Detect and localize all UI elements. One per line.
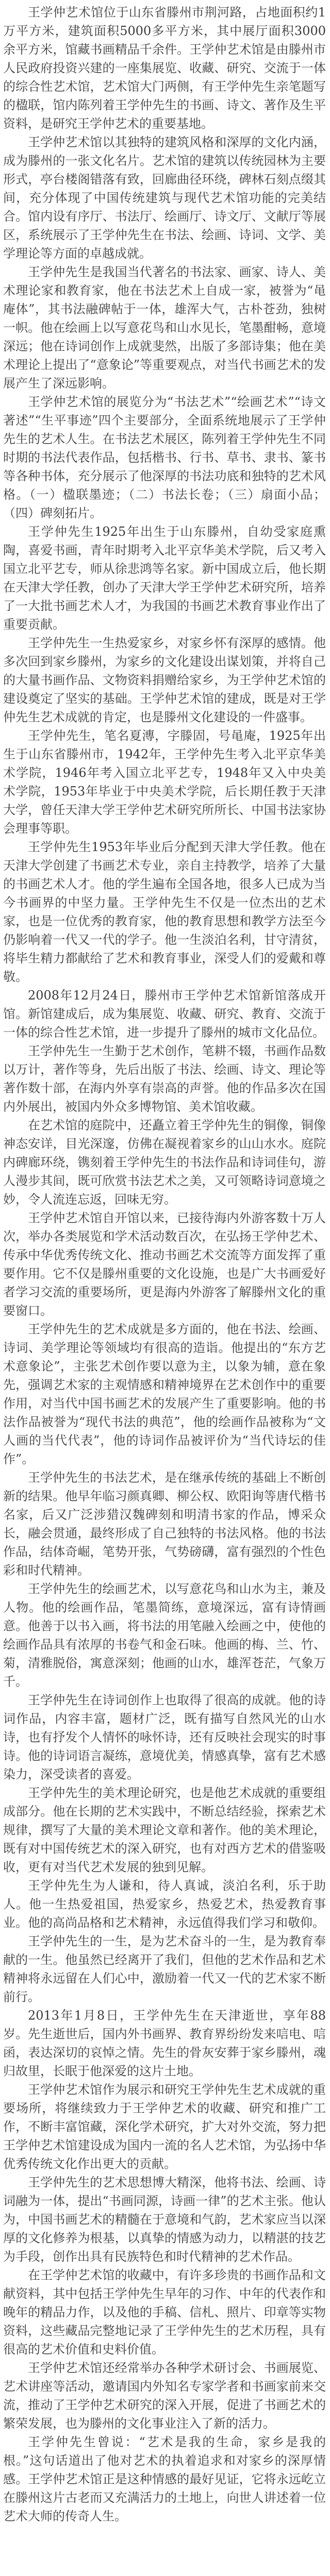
paragraph: 王学仲先生在诗词创作上也取得了很高的成就。他的诗词作品，内容丰富，题材广泛，既有描写自然风光的山水诗，也有抒发个人情怀的咏怀诗，还有反映社会现实的时事诗。他的诗词语言凝练，意境优美，情感真挚，富有艺术感染力，深受读者的喜爱。 bbox=[3, 1693, 326, 1782]
paragraph: 王学仲先生1925年出生于山东滕州，自幼受家庭熏陶，喜爱书画，青年时期考入北平京华美术学院，后又考入国立北平艺专，师从徐悲鸿等名家。新中国成立后，他长期在天津大学任教，创办了天津大学王学仲艺术研究所，培养了一大批书画艺术人才，为我国的书画艺术教育事业作出了重要贡献。 bbox=[3, 524, 326, 632]
paragraph: 王学仲先生曾说：“艺术是我的生命，家乡是我的根。”这句话道出了他对艺术的执着追求和对家乡的深厚情感。王学仲艺术馆正是这种情感的最好见证，它将永远屹立在滕州这片古老而又充满活力的土地上，向世人讲述着一位艺术大师的传奇人生。 bbox=[3, 2435, 326, 2523]
paragraph: 王学仲艺术馆位于山东省滕州市荆河路，占地面积约1万平方米，建筑面积5000多平方米，其中展厅面积3000余平方米，馆藏书画精品千余件。王学仲艺术馆是由滕州市人民政府投资兴建的一座集展览、收藏、研究、交流于一体的综合性艺术馆，艺术馆大门两侧，有王学仲先生亲笔题写的楹联，馆内陈列着王学仲先生的书画、诗文、著作及生平资料，是研究王学仲艺术的重要基地。 bbox=[3, 5, 326, 131]
paragraph: 王学仲先生，笔名夏漙，字滕固，号黾庵，1925年出生于山东省滕州市，1942年，王学仲先生考入北平京华美术学院，1946年考入国立北平艺专，1948年又入中央美术学院，1953年毕业于中央美术学院，后长期任教于天津大学，曾任天津大学王学仲艺术研究所所长、中国书法家协会理事等职。 bbox=[3, 728, 326, 836]
paragraph: 王学仲艺术馆的展览分为“书法艺术”“绘画艺术”“诗文著述”“生平事迹”四个主要部分，全面系统地展示了王学仲先生的艺术人生。在书法艺术展区，陈列着王学仲先生不同时期的书法代表作品，包括楷书、行书、草书、隶书、篆书等各种书体，充分展示了他深厚的书法功底和独特的艺术风格。（一）楹联墨迹；（二）书法长卷；（三）扇面小品；（四）碑刻拓片。 bbox=[3, 395, 326, 520]
paragraph: 王学仲先生一生勤于艺术创作，笔耕不辍，书画作品数以万计，著作等身，先后出版了书法、绘画、诗文、理论等著作数十部，在海内外享有崇高的声誉。他的作品多次在国内外展出，被国内外众多博物馆、美术馆收藏。 bbox=[3, 1044, 326, 1114]
paragraph: 王学仲先生的艺术思想博大精深，他将书法、绘画、诗词融为一体，提出“书画同源，诗画一律”的艺术主张。他认为，中国书画艺术的精髓在于意境和气韵，艺术家应当以深厚的文化修养为根基，以真挚的情感为动力，以精湛的技艺为手段，创作出具有民族特色和时代精神的艺术作品。 bbox=[3, 2175, 326, 2264]
paragraph: 王学仲先生的书法艺术，是在继承传统的基础上不断创新的结果。他早年临习颜真卿、柳公权、欧阳询等唐代楷书名家，后又广泛涉猎汉魏碑刻和明清书家的作品，博采众长，融会贯通，最终形成了自己独特的书法风格。他的书法作品，结体奇崛，笔势开张，气势磅礴，富有强烈的个性色彩和时代精神。 bbox=[3, 1470, 326, 1578]
paragraph: 王学仲艺术馆作为展示和研究王学仲先生艺术成就的重要场所，将继续致力于王学仲艺术的收藏、研究和推广工作，不断丰富馆藏，深化学术研究，扩大对外交流，努力把王学仲艺术馆建设成为国内一流的名人艺术馆，为弘扬中华优秀传统文化作出更大的贡献。 bbox=[3, 2082, 326, 2171]
paragraph: 在艺术馆的庭院中，还矗立着王学仲先生的铜像，铜像神态安详，目光深邃，仿佛在凝视着家乡的山山水水。庭院内碑廊环绕，镌刻着王学仲先生的书法作品和诗词佳句，游人漫步其间，既可欣赏书法艺术之美，又可领略诗词意境之妙，令人流连忘返，回味无穷。 bbox=[3, 1118, 326, 1207]
paragraph: 王学仲先生为人谦和，待人真诚，淡泊名利，乐于助人。他一生热爱祖国，热爱家乡，热爱艺术，热爱教育事业。他的高尚品格和艺术精神，永远值得我们学习和敬仰。 bbox=[3, 1878, 326, 1930]
paragraph: 王学仲艺术馆以其独特的建筑风格和深厚的文化内涵，成为滕州的一张文化名片。艺术馆的建筑以传统园林为主要形式，亭台楼阁错落有致，回廊曲径环绕，碑林石刻点缀其间，充分体现了中国传统建筑与现代艺术馆功能的完美结合。馆内设有序厅、书法厅、绘画厅、诗文厅、文献厅等展区，系统展示了王学仲先生在书法、绘画、诗词、文学、美学理论等方面的卓越成就。 bbox=[3, 135, 326, 261]
paragraph: 王学仲艺术馆还经常举办各种学术研讨会、书画展览、艺术讲座等活动，邀请国内外知名专家学者和书画家前来交流，推动了王学仲艺术研究的深入开展，促进了书画艺术的繁荣发展，也为滕州的文化事业注入了新的活力。 bbox=[3, 2361, 326, 2431]
paragraph: 2013年1月8日，王学仲先生在天津逝世，享年88岁。先生逝世后，国内外书画界、教育界纷纷发来唁电、唁函，表达深切的哀悼之情。先生的骨灰安葬于家乡滕州，魂归故里，长眠于他深爱的这片土地。 bbox=[3, 2008, 326, 2078]
paragraph: 王学仲先生1953年毕业后分配到天津大学任教。他在天津大学创建了书画艺术专业，亲自主持教学，培养了大量的书画艺术人才。他的学生遍布全国各地，很多人已成为当今书画界的中坚力量。王学仲先生不仅是一位杰出的艺术家，也是一位优秀的教育家，他的教育思想和教学方法至今仍影响着一代又一代的学子。他一生淡泊名利，甘守清贫，将毕生精力都献给了艺术和教育事业，深受人们的爱戴和尊敬。 bbox=[3, 840, 326, 984]
paragraph: 王学仲先生的绘画艺术，以写意花鸟和山水为主，兼及人物。他的绘画作品，笔墨简练，意境深远，富有诗情画意。他善于以书入画，将书法的用笔融入绘画之中，使他的绘画作品具有浓厚的书卷气和金石味。他画的梅、兰、竹、菊，清雅脱俗，寓意深刻；他画的山水，雄浑苍茫，气象万千。 bbox=[3, 1582, 326, 1689]
paragraph: 2008年12月24日，滕州市王学仲艺术馆新馆落成开馆。新馆建成后，成为集展览、收藏、研究、教育、交流于一体的综合性艺术馆，进一步提升了滕州的城市文化品位。 bbox=[3, 988, 326, 1040]
paragraph: 在王学仲艺术馆的收藏中，有许多珍贵的书画作品和文献资料，其中包括王学仲先生早年的习作、中年的代表作和晚年的精品力作，以及他的手稿、信札、照片、印章等实物资料，这些藏品完整地记录了王学仲先生的艺术历程，具有很高的艺术价值和史料价值。 bbox=[3, 2268, 326, 2357]
paragraph: 王学仲先生的一生，是为艺术奋斗的一生，是为教育奉献的一生。他虽然已经离开了我们，但他的艺术作品和艺术精神将永远留在人们心中，激励着一代又一代的艺术家不断前行。 bbox=[3, 1934, 326, 2004]
paragraph: 王学仲先生一生热爱家乡，对家乡怀有深厚的感情。他多次回到家乡滕州，为家乡的文化建设出谋划策，并将自己的大量书画作品、文物资料捐赠给家乡，为王学仲艺术馆的建设奠定了坚实的基础。王学仲艺术馆的建成，既是对王学仲先生艺术成就的肯定，也是滕州文化建设的一件盛事。 bbox=[3, 636, 326, 724]
paragraph: 王学仲艺术馆自开馆以来，已接待海内外游客数十万人次，举办各类展览和学术活动数百次，在弘扬王学仲艺术、传承中华优秀传统文化、推动书画艺术交流等方面发挥了重要作用。它不仅是滕州重要的文化设施，也是广大书画爱好者学习交流的重要场所，更是海内外游客了解滕州文化的重要窗口。 bbox=[3, 1211, 326, 1318]
paragraph: 王学仲先生的美术理论研究，也是他艺术成就的重要组成部分。他在长期的艺术实践中，不断总结经验，探索艺术规律，撰写了大量的美术理论文章和著作。他的美术理论，既有对中国传统艺术的深入研究，也有对西方艺术的借鉴吸收，更有对当代艺术发展的独到见解。 bbox=[3, 1786, 326, 1874]
paragraph: 王学仲先生的艺术成就是多方面的，他在书法、绘画、诗词、美学理论等领域均有很高的造诣。他提出的“东方艺术意象论”，主张艺术创作要以意为主，以象为辅，意在象先，强调艺术家的主观情感和精神境界在艺术创作中的重要作用，对当代中国书画艺术的发展产生了重要影响。他的书法作品被誉为“现代书法的典范”，他的绘画作品被称为“文人画的当代代表”，他的诗词作品被评价为“当代诗坛的佳作”。 bbox=[3, 1322, 326, 1466]
paragraph: 王学仲先生是我国当代著名的书法家、画家、诗人、美术理论家和教育家，他在书法艺术上自成一家，被誉为“黾庵体”，其书法融碑帖于一体，雄浑大气，古朴苍劲，独树一帜。他在绘画上以写意花鸟和山水见长，笔墨酣畅，意境深远；他在诗词创作上成就斐然，出版了多部诗集；他在美术理论上提出了“意象论”等重要观点，对当代书画艺术的发展产生了深远影响。 bbox=[3, 265, 326, 391]
